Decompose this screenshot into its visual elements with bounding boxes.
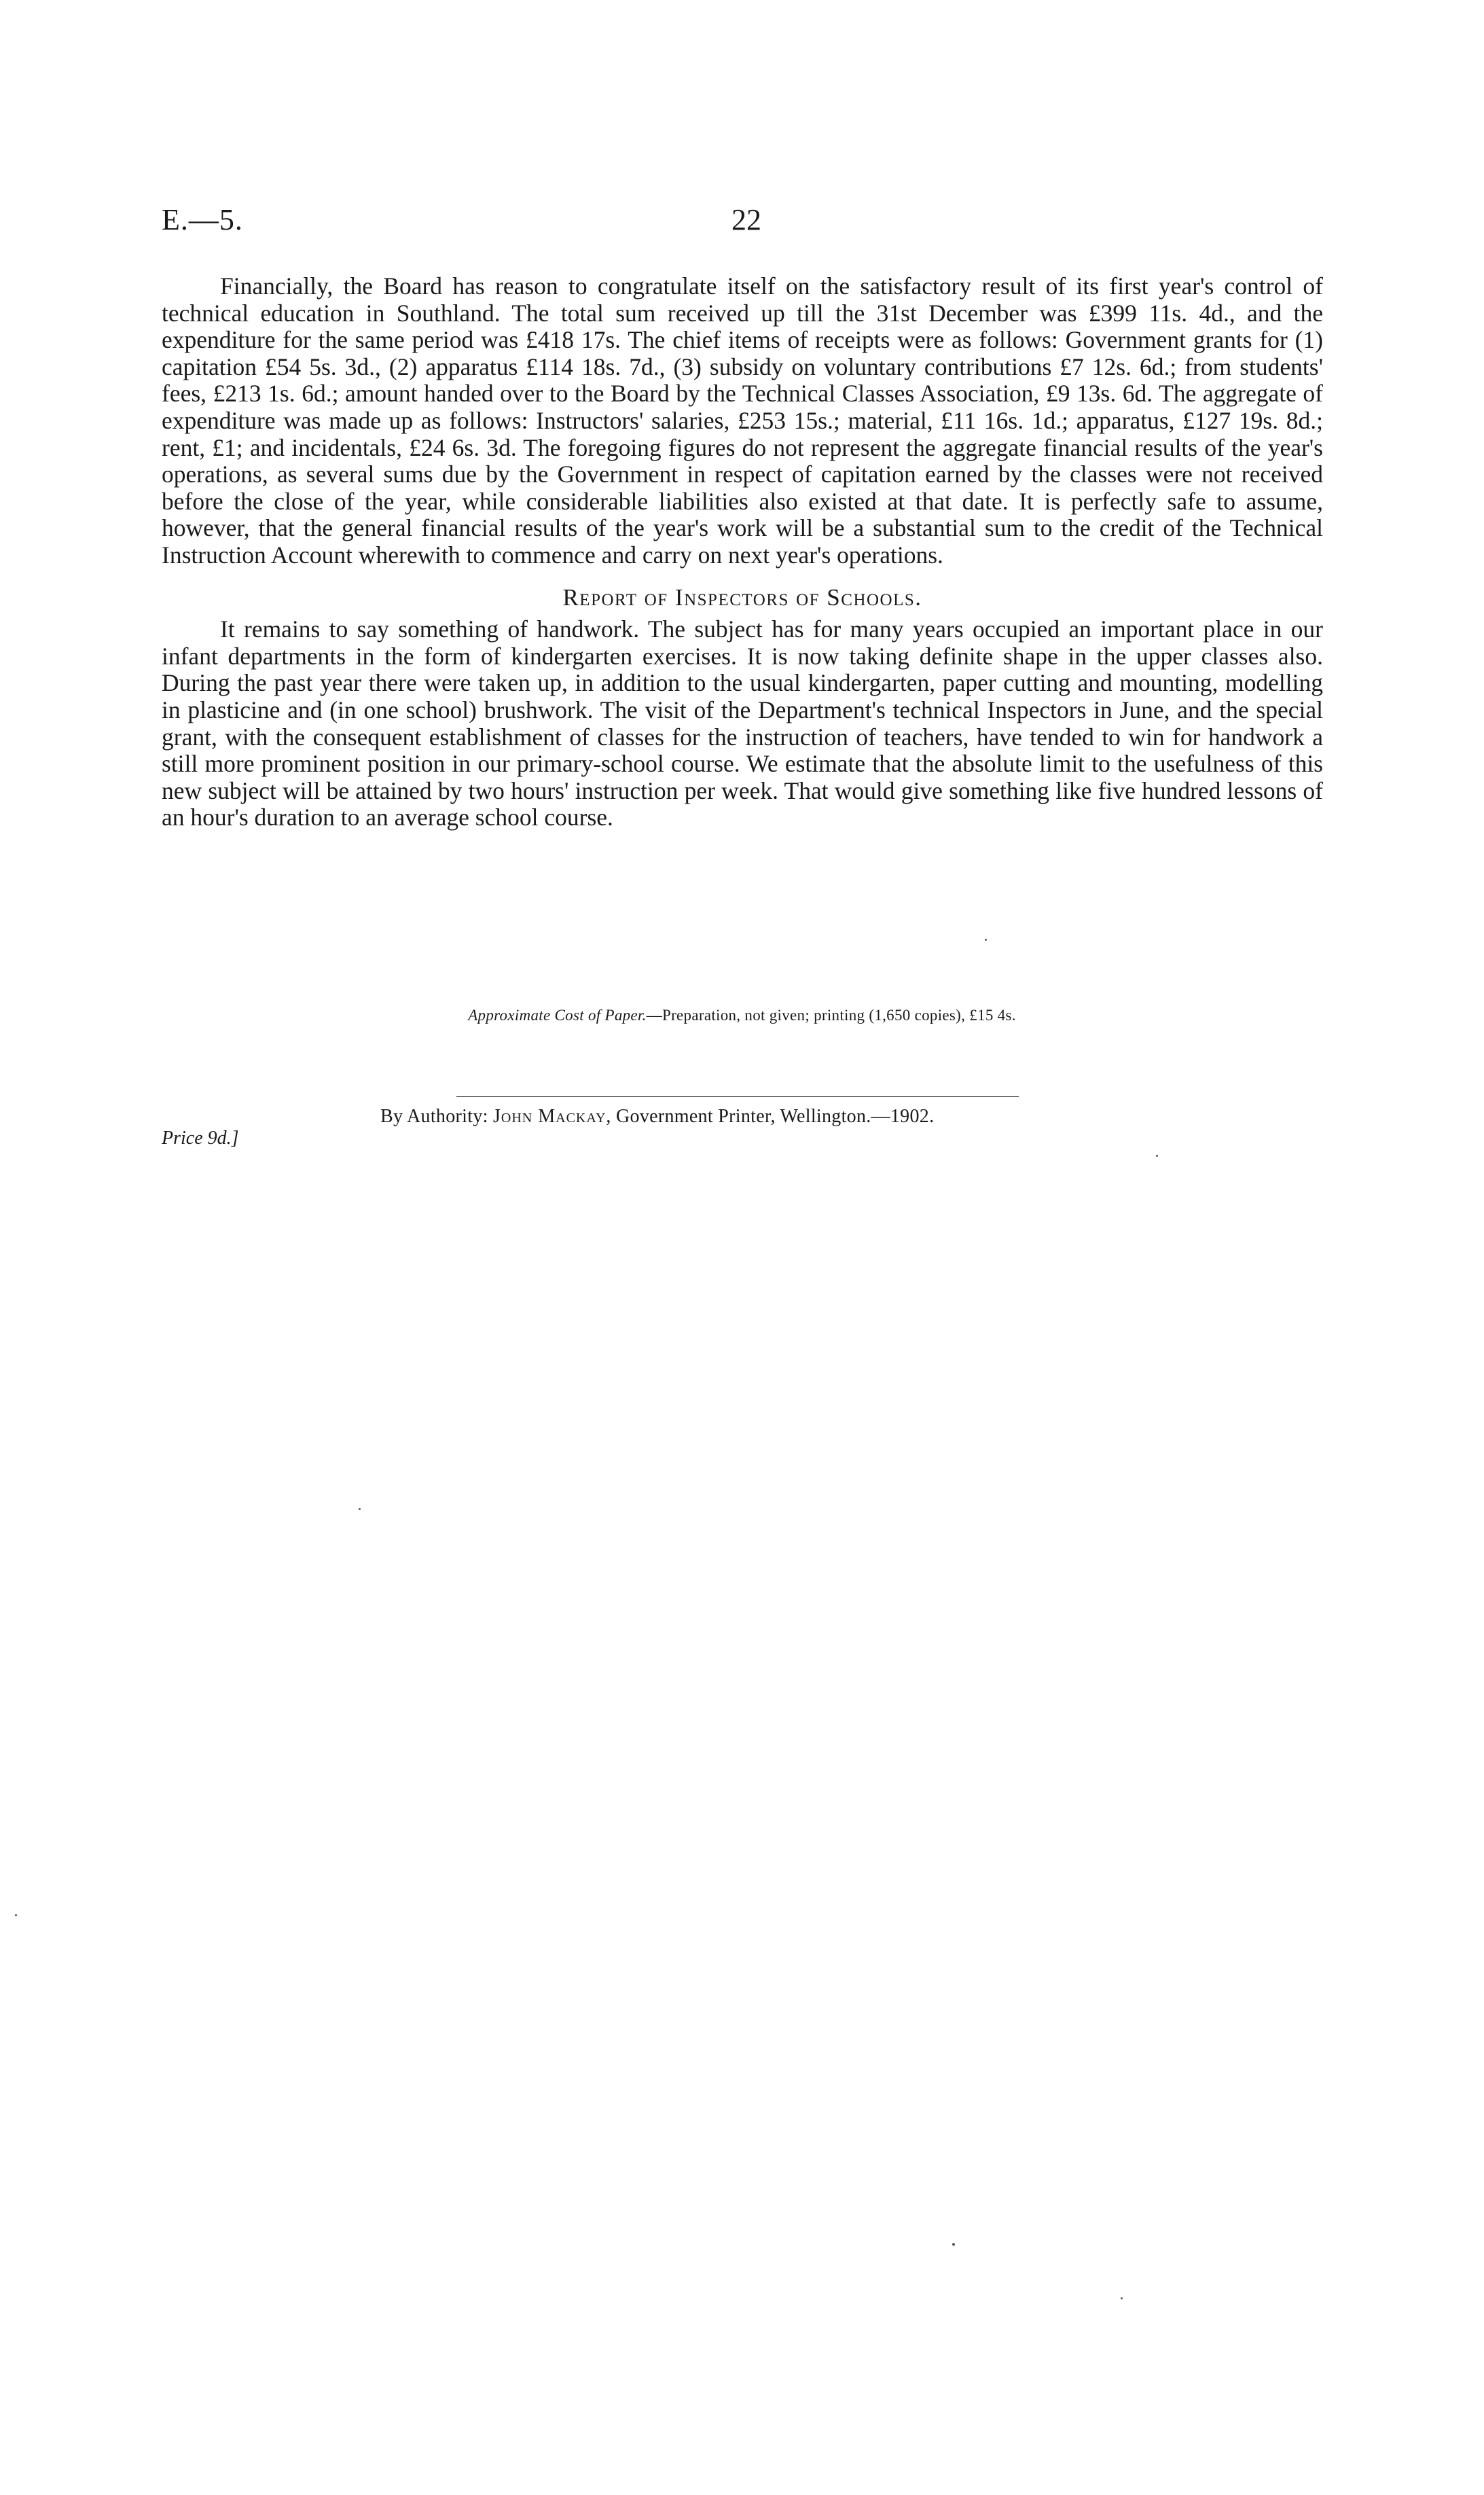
cost-lead: Approximate Cost of Paper. [468, 1007, 647, 1024]
scan-speck [1156, 1155, 1158, 1157]
scan-speck [985, 939, 987, 941]
document-code: E.—5. [162, 203, 243, 236]
page-header [162, 202, 1331, 243]
scan-speck [359, 1508, 361, 1510]
footer-rule [456, 1096, 1019, 1097]
body-text [162, 273, 1323, 831]
authority-prefix: By Authority: [380, 1106, 493, 1127]
scan-speck [952, 2243, 955, 2246]
handwork-paragraph: It remains to say something of handwork. The subject has for many years occupied an important place in our infant departments in the form of kindergarten exercises. It is now taking definite shape in the upper classes also. During the past year there were taken up, in addition to the usual kindergarten, paper cutting and mounting, modelling in plasticine and (in one school) brushwork. The visit of the Department's technical Inspectors in June, and the special grant, with the consequent establishment of classes for the instruction of teachers, have tended to win for handwork a still more prominent position in our primary-school course. We estimate that the absolute limit to the usefulness of this new subject will be attained by two hours' instruction per week. That would give something like five hundred lessons of an hour's duration to an average school course. [162, 615, 1323, 831]
printer-authority-line [380, 1106, 934, 1128]
section-heading: Report of Inspectors of Schools. [562, 584, 922, 611]
page-number: 22 [731, 203, 761, 236]
financial-paragraph: Financially, the Board has reason to congratulate itself on the satisfactory result of its first year's control of technical education in Southland. The total sum received up till the 31st December was £399 11s. 4d., and the expenditure for the same period was £418 17s. The chief items of receipts were as follows: Government grants for (1) capitation £54 5s. 3d., (2) apparatus £114 18s. 7d., (3) subsidy on voluntary contributions £7 12s. 6d.; from students' fees, £213 1s. 6d.; amount handed over to the Board by the Technical Classes Association, £9 13s. 6d. The aggregate of expenditure was made up as follows: Instructors' salaries, £253 15s.; material, £11 16s. 1d.; apparatus, £127 19s. 8d.; rent, £1; and incidentals, £24 6s. 3d. The foregoing figures do not represent the aggregate financial results of the year's operations, as several sums due by the Government in respect of capitation earned by the classes were not received before the close of the year, while considerable liabilities also existed at that date. It is perfectly safe to assume, however, that the general financial results of the year's work will be a substantial sum to the credit of the Technical Instruction Account wherewith to commence and carry on next year's operations. [162, 272, 1323, 569]
scan-speck [15, 1914, 17, 1916]
cost-detail: —Preparation, not given; printing (1,650 copies), £15 4s. [646, 1007, 1016, 1024]
authority-suffix: , Government Printer, Wellington.—1902. [606, 1106, 935, 1127]
printer-name: John Mackay [493, 1106, 607, 1127]
cost-of-paper-line [0, 1007, 1484, 1024]
scan-speck [1121, 2297, 1123, 2299]
price-label: Price 9d.] [162, 1128, 239, 1149]
